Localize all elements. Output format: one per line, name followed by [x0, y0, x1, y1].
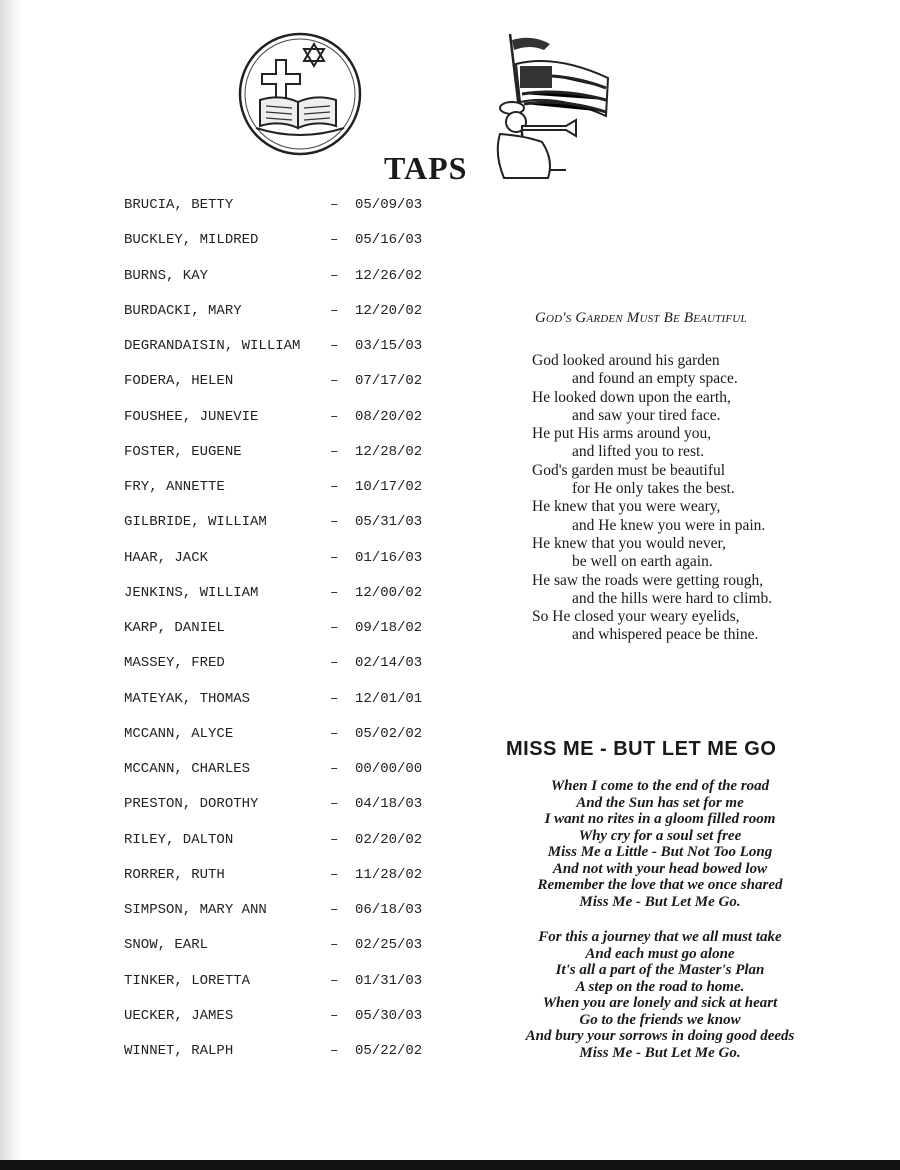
separator-dash: – — [330, 1007, 339, 1024]
poem-line: It's all a part of the Master's Plan — [555, 962, 765, 978]
separator-dash: – — [330, 267, 339, 284]
name-row — [124, 333, 444, 368]
date-of-death: 05/31/03 — [355, 514, 423, 531]
separator-dash: – — [330, 373, 339, 390]
name-row — [124, 368, 444, 403]
date-of-death: 07/17/02 — [355, 373, 423, 390]
date-of-death: 00/00/00 — [355, 761, 423, 777]
deceased-name: JENKINS, WILLIAM — [124, 584, 259, 601]
poem-line: And bury your sorrows in doing good deeds — [525, 1028, 795, 1044]
deceased-list — [124, 192, 444, 1073]
name-row — [124, 827, 444, 862]
deceased-name: BRUCIA, BETTY — [124, 197, 234, 213]
separator-dash: – — [330, 620, 339, 636]
name-row — [124, 862, 444, 897]
name-row — [124, 650, 444, 685]
separator-dash: – — [330, 197, 339, 213]
separator-dash: – — [330, 549, 339, 566]
date-of-death: 04/18/03 — [355, 796, 423, 813]
separator-dash: – — [330, 796, 339, 813]
bugler-flag-icon — [480, 30, 615, 180]
poem-line: And each must go alone — [585, 945, 735, 962]
separator-dash: – — [330, 655, 339, 672]
date-of-death: 02/20/02 — [355, 831, 423, 848]
separator-dash: – — [330, 408, 339, 425]
deceased-name: GILBRIDE, WILLIAM — [124, 514, 267, 531]
separator-dash: – — [330, 1043, 339, 1059]
separator-dash: – — [330, 690, 339, 707]
deceased-name: MASSEY, FRED — [124, 655, 225, 672]
deceased-name: BUCKLEY, MILDRED — [124, 232, 259, 249]
poem-line: When you are lonely and sick at heart — [542, 995, 778, 1011]
separator-dash: – — [330, 972, 339, 989]
date-of-death: 10/17/02 — [355, 479, 423, 495]
deceased-name: HAAR, JACK — [124, 549, 209, 566]
date-of-death: 08/20/02 — [355, 408, 423, 425]
separator-dash: – — [330, 232, 339, 249]
page-edge-shadow — [0, 0, 22, 1160]
date-of-death: 12/01/01 — [355, 690, 423, 707]
poem-line: and found an empty space. — [572, 370, 738, 388]
poem-line: for He only takes the best. — [572, 480, 735, 498]
poem-line: He put His arms around you, — [532, 425, 712, 443]
separator-dash: – — [330, 443, 339, 460]
poem-line: When I come to the end of the road — [550, 778, 770, 794]
poem-title-gods-garden: God's Garden Must Be Beautiful — [535, 310, 747, 326]
poem-title-miss-me: MISS ME - BUT LET ME GO — [506, 738, 777, 760]
poem-line: Go to the friends we know — [579, 1011, 741, 1028]
name-row — [124, 404, 444, 439]
date-of-death: 05/22/02 — [355, 1043, 423, 1059]
separator-dash: – — [330, 338, 339, 354]
date-of-death: 12/00/02 — [355, 584, 423, 601]
date-of-death: 01/31/03 — [355, 972, 423, 989]
deceased-name: KARP, DANIEL — [124, 620, 225, 636]
date-of-death: 05/09/03 — [355, 197, 423, 213]
deceased-name: SNOW, EARL — [124, 937, 209, 954]
name-row — [124, 263, 444, 298]
poem-line: A step on the road to home. — [575, 978, 745, 995]
page-title: TAPS — [384, 150, 468, 186]
date-of-death: 05/02/02 — [355, 725, 423, 742]
name-row — [124, 686, 444, 721]
poem-line: Miss Me a Little - But Not Too Long — [547, 844, 773, 860]
poem-line: So He closed your weary eyelids, — [532, 608, 740, 626]
deceased-name: MCCANN, ALYCE — [124, 725, 234, 742]
name-row — [124, 1038, 444, 1073]
name-row — [124, 509, 444, 544]
date-of-death: 05/16/03 — [355, 232, 423, 249]
scan-bottom-edge — [0, 1160, 900, 1170]
separator-dash: – — [330, 514, 339, 531]
deceased-name: WINNET, RALPH — [124, 1043, 234, 1059]
name-row — [124, 1003, 444, 1038]
poem-line: He knew that you were weary, — [532, 498, 721, 516]
deceased-name: PRESTON, DOROTHY — [124, 796, 259, 813]
name-row — [124, 474, 444, 509]
poem-gods-garden — [532, 352, 852, 645]
deceased-name: FODERA, HELEN — [124, 373, 234, 390]
separator-dash: – — [330, 479, 339, 495]
name-row — [124, 968, 444, 1003]
separator-dash: – — [330, 937, 339, 954]
deceased-name: TINKER, LORETTA — [124, 972, 251, 989]
name-row — [124, 192, 444, 227]
deceased-name: BURNS, KAY — [124, 267, 209, 284]
name-row — [124, 897, 444, 932]
deceased-name: FOUSHEE, JUNEVIE — [124, 408, 259, 425]
deceased-name: MCCANN, CHARLES — [124, 761, 251, 777]
separator-dash: – — [330, 302, 339, 319]
poem-line: be well on earth again. — [572, 553, 713, 571]
separator-dash: – — [330, 725, 339, 742]
deceased-name: UECKER, JAMES — [124, 1007, 234, 1024]
separator-dash: – — [330, 866, 339, 883]
poem-line: And the Sun has set for me — [576, 794, 744, 811]
date-of-death: 05/30/03 — [355, 1007, 423, 1024]
poem-line: Remember the love that we once shared — [537, 877, 783, 893]
poem-line: and He knew you were in pain. — [572, 516, 766, 534]
date-of-death: 02/25/03 — [355, 937, 423, 954]
poem-line: For this a journey that we all must take — [538, 929, 782, 945]
poem-line: God looked around his garden — [532, 352, 720, 369]
separator-dash: – — [330, 584, 339, 601]
deceased-name: DEGRANDAISIN, WILLIAM — [124, 338, 301, 354]
date-of-death: 03/15/03 — [355, 338, 423, 354]
name-row — [124, 545, 444, 580]
separator-dash: – — [330, 902, 339, 918]
name-row — [124, 756, 444, 791]
poem-line: I want no rites in a gloom filled room — [544, 811, 776, 827]
date-of-death: 09/18/02 — [355, 620, 423, 636]
separator-dash: – — [330, 761, 339, 777]
date-of-death: 12/26/02 — [355, 267, 423, 284]
name-row — [124, 932, 444, 967]
poem-line: Miss Me - But Let Me Go. — [579, 1044, 741, 1061]
poem-line: Why cry for a soul set free — [578, 827, 742, 844]
poem-line: And not with your head bowed low — [552, 860, 768, 877]
poem-line: and the hills were hard to climb. — [572, 589, 773, 607]
deceased-name: RILEY, DALTON — [124, 831, 234, 848]
cross-star-book-emblem-icon — [236, 30, 364, 158]
poem-line: Miss Me - But Let Me Go. — [579, 893, 741, 910]
separator-dash: – — [330, 831, 339, 848]
name-row — [124, 439, 444, 474]
name-row — [124, 615, 444, 650]
name-row — [124, 580, 444, 615]
poem-line: God's garden must be beautiful — [532, 461, 726, 479]
date-of-death: 01/16/03 — [355, 549, 423, 566]
name-row — [124, 721, 444, 756]
poem-miss-me-stanza-1 — [470, 778, 850, 910]
name-row — [124, 227, 444, 262]
deceased-name: SIMPSON, MARY ANN — [124, 902, 267, 918]
poem-line: He saw the roads were getting rough, — [532, 571, 764, 589]
date-of-death: 11/28/02 — [355, 866, 423, 883]
poem-line: He looked down upon the earth, — [532, 388, 731, 406]
poem-line: and lifted you to rest. — [572, 443, 705, 461]
deceased-name: FRY, ANNETTE — [124, 479, 225, 495]
poem-line: He knew that you would never, — [532, 534, 726, 552]
deceased-name: FOSTER, EUGENE — [124, 443, 242, 460]
name-row — [124, 298, 444, 333]
date-of-death: 12/20/02 — [355, 302, 423, 319]
deceased-name: MATEYAK, THOMAS — [124, 690, 251, 707]
deceased-name: RORRER, RUTH — [124, 866, 225, 883]
poem-miss-me-stanza-2 — [470, 929, 850, 1061]
poem-line: and saw your tired face. — [572, 406, 721, 424]
date-of-death: 06/18/03 — [355, 902, 423, 918]
date-of-death: 12/28/02 — [355, 443, 423, 460]
poem-line: and whispered peace be thine. — [572, 626, 759, 644]
date-of-death: 02/14/03 — [355, 655, 423, 672]
deceased-name: BURDACKI, MARY — [124, 302, 242, 319]
name-row — [124, 791, 444, 826]
